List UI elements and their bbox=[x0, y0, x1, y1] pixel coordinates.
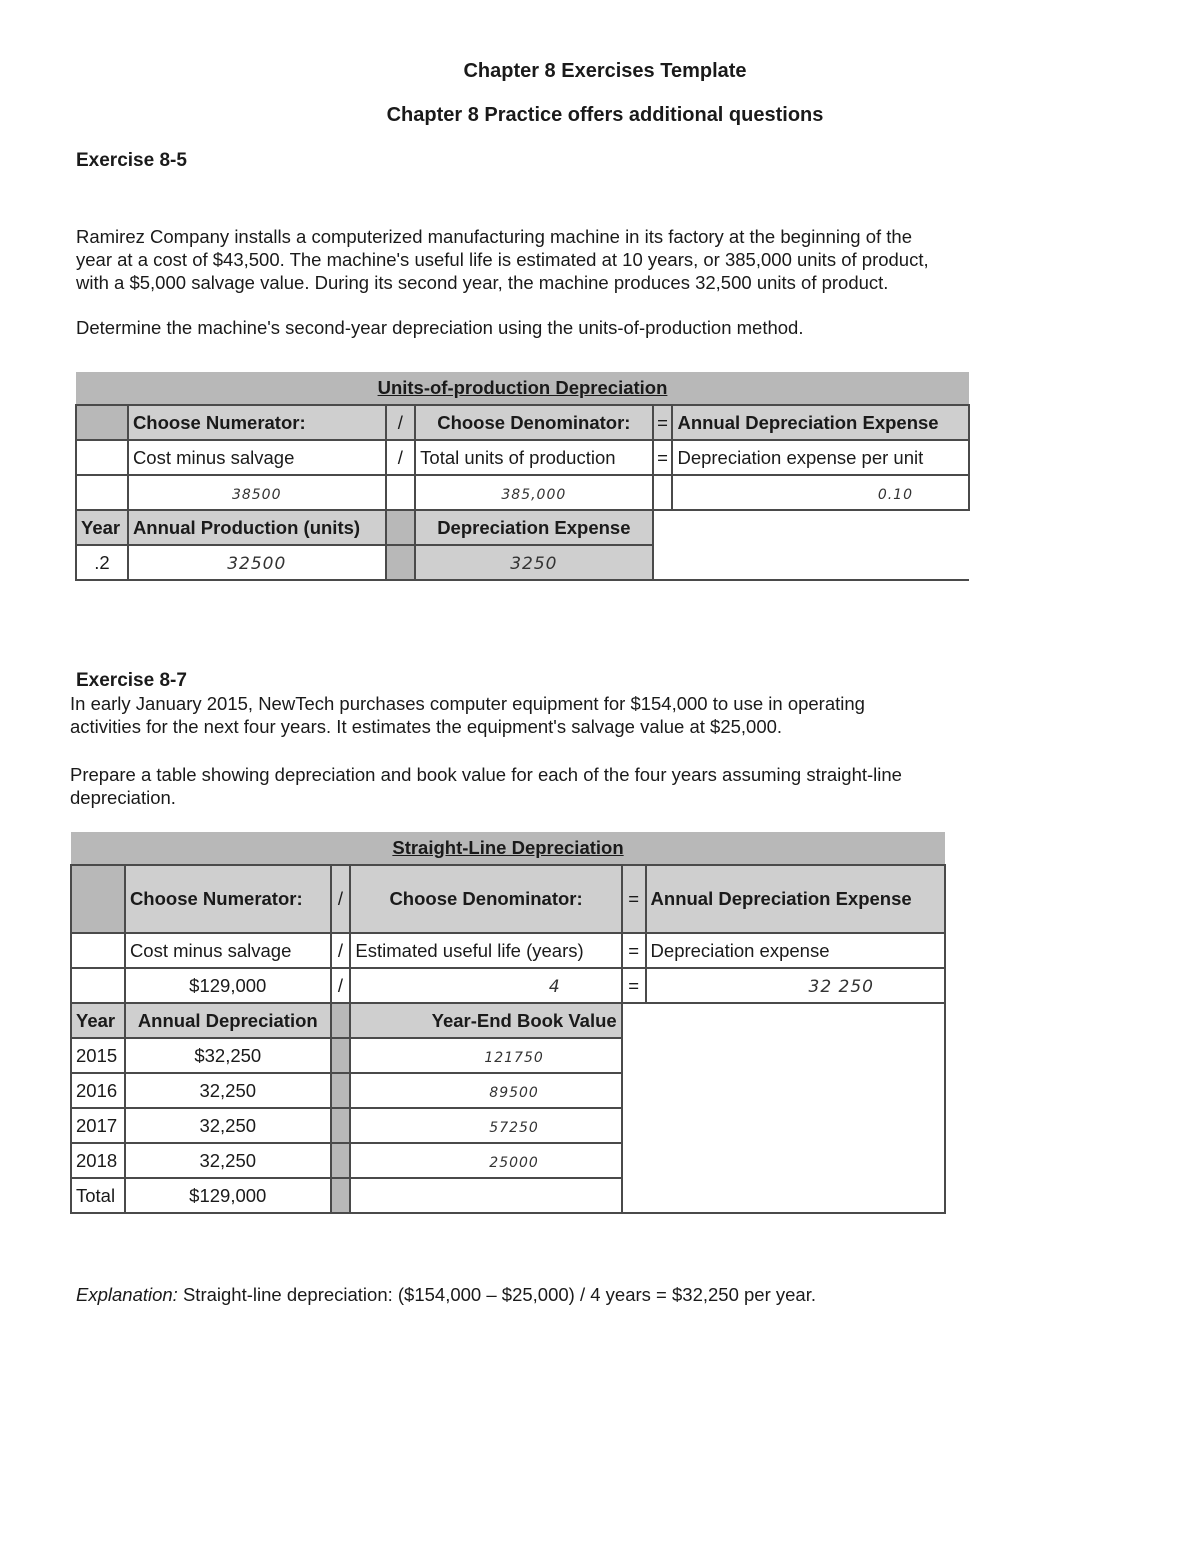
page-title: Chapter 8 Exercises Template bbox=[463, 60, 747, 82]
blank-cell bbox=[76, 440, 128, 475]
book-value-header: Year-End Book Value bbox=[350, 1003, 621, 1038]
annual-production-value[interactable]: 32500 bbox=[227, 553, 287, 574]
units-of-production-table bbox=[75, 372, 970, 581]
blank-cell bbox=[331, 1003, 351, 1038]
blank-cell bbox=[331, 1143, 351, 1178]
result-label: Depreciation expense bbox=[646, 933, 945, 968]
numerator-value[interactable]: Cost minus salvage bbox=[125, 933, 331, 968]
year-cell: Total bbox=[71, 1178, 125, 1213]
year-cell: 2017 bbox=[71, 1108, 125, 1143]
exercise-8-7-instruction bbox=[70, 763, 902, 809]
book-value-cell[interactable] bbox=[350, 1178, 621, 1213]
problem-line: activities for the next four years. It estimates the equipment's salvage value at $25,000. bbox=[70, 716, 783, 737]
choose-denominator-label: Choose Denominator: bbox=[350, 865, 621, 933]
result-label: Depreciation expense per unit bbox=[672, 440, 969, 475]
depreciation-per-unit[interactable]: 0.10 bbox=[877, 486, 913, 503]
divide-operator: / bbox=[331, 933, 351, 968]
divide-operator: / bbox=[386, 405, 416, 440]
denominator-value[interactable]: Estimated useful life (years) bbox=[350, 933, 621, 968]
annual-depreciation-cell: $32,250 bbox=[125, 1038, 331, 1073]
year-header: Year bbox=[71, 1003, 125, 1038]
blank-cell bbox=[386, 510, 416, 545]
book-value-cell[interactable]: 121750 bbox=[484, 1049, 544, 1066]
problem-line: year at a cost of $43,500. The machine's useful life is estimated at 10 years, or 385,000 units of product, bbox=[76, 249, 929, 270]
year-header: Year bbox=[76, 510, 128, 545]
blank-cell bbox=[331, 1038, 351, 1073]
equals-operator: = bbox=[622, 933, 646, 968]
blank-cell bbox=[386, 475, 416, 510]
equals-operator: = bbox=[622, 865, 646, 933]
denominator-amount[interactable]: 385,000 bbox=[501, 486, 567, 503]
exercise-8-5-instruction: Determine the machine's second-year depreciation using the units-of-production method. bbox=[76, 317, 804, 338]
table-title: Straight-Line Depreciation bbox=[392, 837, 624, 858]
explanation bbox=[76, 1284, 816, 1306]
blank-cell bbox=[71, 933, 125, 968]
blank-cell bbox=[71, 968, 125, 1003]
page-subtitle: Chapter 8 Practice offers additional questions bbox=[386, 104, 824, 126]
annual-depreciation-cell: $129,000 bbox=[125, 1178, 331, 1213]
divide-operator: / bbox=[331, 865, 351, 933]
denominator-value[interactable]: Total units of production bbox=[415, 440, 652, 475]
blank-cell bbox=[331, 1073, 351, 1108]
expense-header: Depreciation Expense bbox=[415, 510, 652, 545]
explanation-text: Straight-line depreciation: ($154,000 – $25,000) / 4 years = $32,250 per year. bbox=[177, 1284, 816, 1305]
blank-cell bbox=[653, 475, 673, 510]
blank-cell bbox=[71, 865, 125, 933]
problem-line: In early January 2015, NewTech purchases computer equipment for $154,000 to use in operating bbox=[70, 693, 865, 714]
annual-depreciation-cell: 32,250 bbox=[125, 1143, 331, 1178]
equals-operator: = bbox=[622, 968, 646, 1003]
blank-cell bbox=[76, 475, 128, 510]
blank-cell bbox=[76, 405, 128, 440]
numerator-value[interactable]: Cost minus salvage bbox=[128, 440, 386, 475]
production-header: Annual Production (units) bbox=[128, 510, 386, 545]
table-title: Units-of-production Depreciation bbox=[377, 377, 668, 398]
problem-line: Ramirez Company installs a computerized manufacturing machine in its factory at the beginning of the bbox=[76, 226, 913, 247]
exercise-8-5-heading: Exercise 8-5 bbox=[76, 150, 187, 171]
exercise-8-7-problem bbox=[70, 692, 865, 738]
explanation-label: Explanation: bbox=[76, 1284, 178, 1305]
annual-depreciation-header: Annual Depreciation bbox=[125, 1003, 331, 1038]
exercise-8-5-problem bbox=[76, 225, 929, 294]
straight-line-table bbox=[70, 832, 946, 1214]
equals-operator: = bbox=[653, 405, 673, 440]
choose-denominator-label: Choose Denominator: bbox=[415, 405, 652, 440]
instruction-line: depreciation. bbox=[70, 787, 176, 808]
depreciation-expense-value[interactable]: 3250 bbox=[510, 553, 558, 574]
numerator-amount[interactable]: 38500 bbox=[231, 486, 282, 503]
problem-line: with a $5,000 salvage value. During its second year, the machine produces 32,500 units of product. bbox=[76, 272, 889, 293]
annual-expense-label: Annual Depreciation Expense bbox=[672, 405, 969, 440]
blank-cell bbox=[331, 1178, 351, 1213]
blank-cell bbox=[622, 1003, 945, 1213]
year-cell: 2018 bbox=[71, 1143, 125, 1178]
book-value-cell[interactable]: 25000 bbox=[489, 1154, 539, 1171]
equals-operator: = bbox=[653, 440, 673, 475]
year-cell: 2016 bbox=[71, 1073, 125, 1108]
annual-depreciation-cell: 32,250 bbox=[125, 1108, 331, 1143]
blank-cell bbox=[331, 1108, 351, 1143]
annual-depreciation-cell: 32,250 bbox=[125, 1073, 331, 1108]
choose-numerator-label: Choose Numerator: bbox=[125, 865, 331, 933]
numerator-amount[interactable]: $129,000 bbox=[125, 968, 331, 1003]
instruction-line: Prepare a table showing depreciation and book value for each of the four years assuming straight-line bbox=[70, 764, 902, 785]
blank-cell bbox=[653, 545, 969, 580]
blank-cell bbox=[386, 545, 416, 580]
book-value-cell[interactable]: 89500 bbox=[489, 1084, 539, 1101]
denominator-amount[interactable]: 4 bbox=[548, 976, 561, 997]
choose-numerator-label: Choose Numerator: bbox=[128, 405, 386, 440]
divide-operator: / bbox=[386, 440, 416, 475]
divide-operator: / bbox=[331, 968, 351, 1003]
year-value: .2 bbox=[76, 545, 128, 580]
book-value-cell[interactable]: 57250 bbox=[489, 1119, 539, 1136]
annual-expense-label: Annual Depreciation Expense bbox=[646, 865, 945, 933]
annual-depreciation-result[interactable]: 32 250 bbox=[808, 976, 874, 997]
blank-cell bbox=[653, 510, 969, 545]
exercise-8-7-heading: Exercise 8-7 bbox=[76, 670, 187, 691]
year-cell: 2015 bbox=[71, 1038, 125, 1073]
